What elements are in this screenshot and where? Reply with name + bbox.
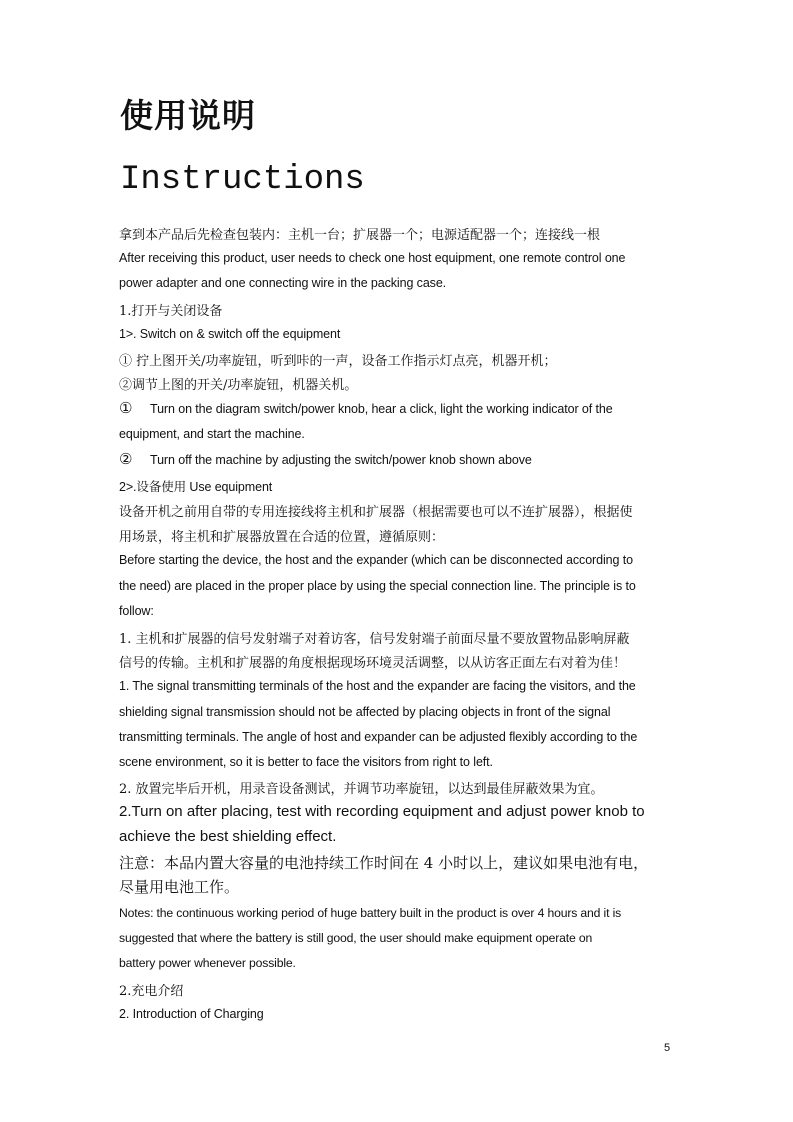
text-line: ① 拧上图开关/功率旋钮，听到咔的一声，设备工作指示灯点亮，机器开机； [119, 354, 557, 369]
list-item [119, 399, 613, 417]
list-item-text: Turn on the diagram switch/power knob, hear a click, light the working indicator of the [150, 402, 613, 416]
circled-number-marker: ① [119, 400, 133, 417]
text-line: 1. The signal transmitting terminals of the host and the expander are facing the visitors, and the [119, 679, 636, 693]
page-title-chinese: 使用说明 [120, 96, 256, 135]
text-line: Notes: the continuous working period of huge battery built in the product is over 4 hours and it is [119, 906, 622, 920]
text-line: Before starting the device, the host and the expander (which can be disconnected according to [119, 553, 633, 567]
text-line: After receiving this product, user needs to check one host equipment, one remote control one [119, 251, 626, 265]
text-line: 信号的传输。主机和扩展器的角度根据现场环境灵活调整，以从访客正面左右对着为佳！ [119, 656, 627, 671]
section-heading: 2>.设备使用 Use equipment [119, 480, 273, 494]
text-line: 1. 主机和扩展器的信号发射端子对着访客，信号发射端子前面尽量不要放置物品影响屏蔽 [119, 632, 630, 647]
section-heading: 1.打开与关闭设备 [119, 304, 223, 319]
page-number: 5 [664, 1042, 671, 1054]
circled-number-marker: ② [119, 451, 133, 468]
text-line: 设备开机之前用自带的专用连接线将主机和扩展器（根据需要也可以不连扩展器），根据使 [119, 505, 633, 520]
text-line: the need) are placed in the proper place by using the special connection line. The principle is to [119, 579, 636, 593]
text-line: 2.Turn on after placing, test with recording equipment and adjust power knob to [119, 803, 645, 820]
page-title-english: Instructions [120, 161, 365, 199]
text-line: shielding signal transmission should not be affected by placing objects in front of the signal [119, 705, 611, 719]
note-line: 注意：本品内置大容量的电池持续工作时间在 4 小时以上，建议如果电池有电， [119, 854, 649, 872]
text-line: 拿到本产品后先检查包装内：主机一台；扩展器一个；电源适配器一个；连接线一根 [119, 228, 601, 243]
text-line: follow: [119, 604, 154, 618]
text-line: power adapter and one connecting wire in the packing case. [119, 276, 447, 290]
list-item [119, 450, 532, 468]
text-line: ②调节上图的开关/功率旋钮，机器关机。 [119, 378, 358, 393]
text-line: achieve the best shielding effect. [119, 828, 337, 845]
section-heading: 2. Introduction of Charging [119, 1007, 264, 1021]
text-line: battery power whenever possible. [119, 956, 296, 970]
text-line: equipment, and start the machine. [119, 427, 305, 441]
note-line: 尽量用电池工作。 [119, 878, 240, 896]
section-heading: 1>. Switch on & switch off the equipment [119, 327, 341, 341]
text-line: suggested that where the battery is still good, the user should make equipment operate on [119, 931, 593, 945]
text-line: scene environment, so it is better to face the visitors from right to left. [119, 755, 493, 769]
section-heading: 2.充电介绍 [119, 984, 184, 999]
list-item-text: Turn off the machine by adjusting the switch/power knob shown above [150, 453, 532, 467]
text-line: 用场景，将主机和扩展器放置在合适的位置，遵循原则： [119, 530, 445, 545]
text-line: transmitting terminals. The angle of host and expander can be adjusted flexibly according to the [119, 730, 638, 744]
text-line: 2. 放置完毕后开机，用录音设备测试，并调节功率旋钮，以达到最佳屏蔽效果为宜。 [119, 782, 604, 797]
